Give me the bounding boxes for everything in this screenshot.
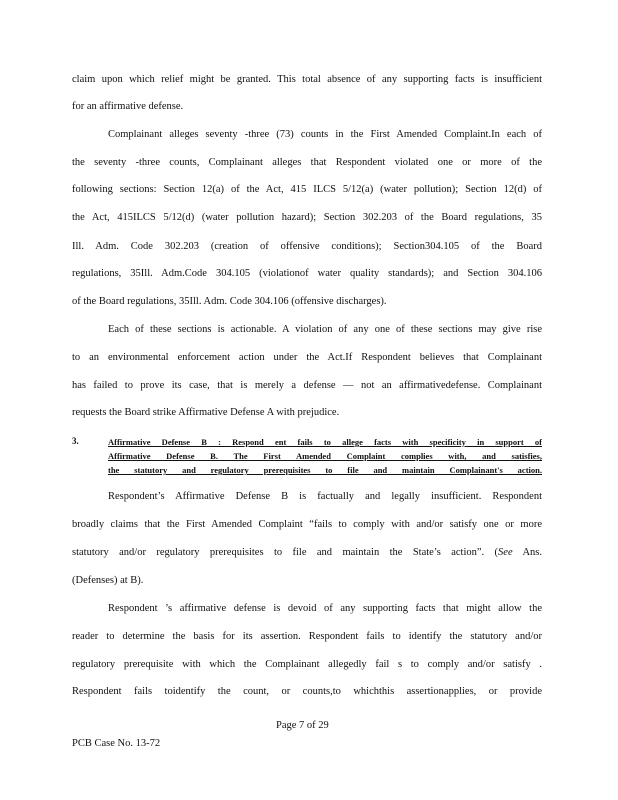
section-heading-line: Affirmative Defense B. The First Amended Complaint complies with, and satisfies, (108, 451, 542, 461)
page-current: 7 (299, 720, 305, 731)
body-line: has failed to prove its case, that is merely a defense — not an affirmativedefense. Complainant (72, 380, 542, 391)
body-line: the seventy -three counts, Complainant alleges that Respondent violated one or more of the (72, 157, 542, 168)
body-line: requests the Board strike Affirmative Defense A with prejudice. (72, 407, 340, 418)
body-line: the Act, 415ILCS 5/12(d) (water pollution hazard); Section 302.203 of the Board regulations, 35 (72, 212, 542, 223)
body-line: to an environmental enforcement action under the Act.If Respondent believes that Complainant (72, 352, 542, 363)
body-line: (Defenses) at B). (72, 575, 144, 586)
case-number: PCB Case No. 13-72 (72, 738, 161, 749)
body-line: claim upon which relief might be granted. This total absence of any supporting facts is insufficient (72, 74, 542, 85)
body-line: Respondent ’s affirmative defense is devoid of any supporting facts that might allow the (108, 603, 542, 614)
page-of: of (304, 720, 319, 731)
body-line: Each of these sections is actionable. A violation of any one of these sections may give rise (108, 324, 542, 335)
page-prefix: Page (276, 720, 300, 731)
body-line: reader to determine the basis for its assertion. Respondent fails to identify the statutory and/or (72, 631, 542, 642)
body-line: following sections: Section 12(a) of the Act, 415 ILCS 5/12(a) (water pollution); Section 12(d) of (72, 184, 542, 195)
body-line: regulations, 35Ill. Adm.Code 304.105 (violationof water quality standards); and Section 304.106 (72, 268, 542, 279)
section-heading-line: Affirmative Defense B : Respond ent fails to allege facts with specificity in support of (108, 437, 542, 447)
body-line: Respondent fails toidentify the count, or counts,to whichthis assertionapplies, or provide (72, 686, 542, 697)
body-line (72, 546, 542, 560)
body-line: regulatory prerequisite with which the Complainant allegedly fail s to comply and/or satisfy . (72, 659, 542, 670)
body-line: broadly claims that the First Amended Complaint “fails to comply with and/or satisfy one or more (72, 519, 542, 530)
section-number: 3. (72, 436, 79, 446)
page-total: 29 (318, 720, 329, 731)
body-line: of the Board regulations, 35Ill. Adm. Code 304.106 (offensive discharges). (72, 296, 387, 307)
page-number (276, 720, 329, 731)
body-line: Respondent’s Affirmative Defense B is factually and legally insufficient. Respondent (108, 491, 542, 502)
body-line: Ill. Adm. Code 302.203 (creation of offensive conditions); Section304.105 of the Board (72, 241, 542, 252)
body-line: for an affirmative defense. (72, 101, 184, 112)
body-line: Complainant alleges seventy -three (73) counts in the First Amended Complaint.In each of (108, 129, 542, 140)
body-text: Ans. (512, 547, 542, 558)
see-signal: See (498, 547, 513, 558)
section-heading-line: the statutory and regulatory prerequisites to file and maintain Complainant's action. (108, 465, 542, 475)
body-text: statutory and/or regulatory prerequisites to file and maintain the State’s action”. ( (72, 547, 499, 558)
